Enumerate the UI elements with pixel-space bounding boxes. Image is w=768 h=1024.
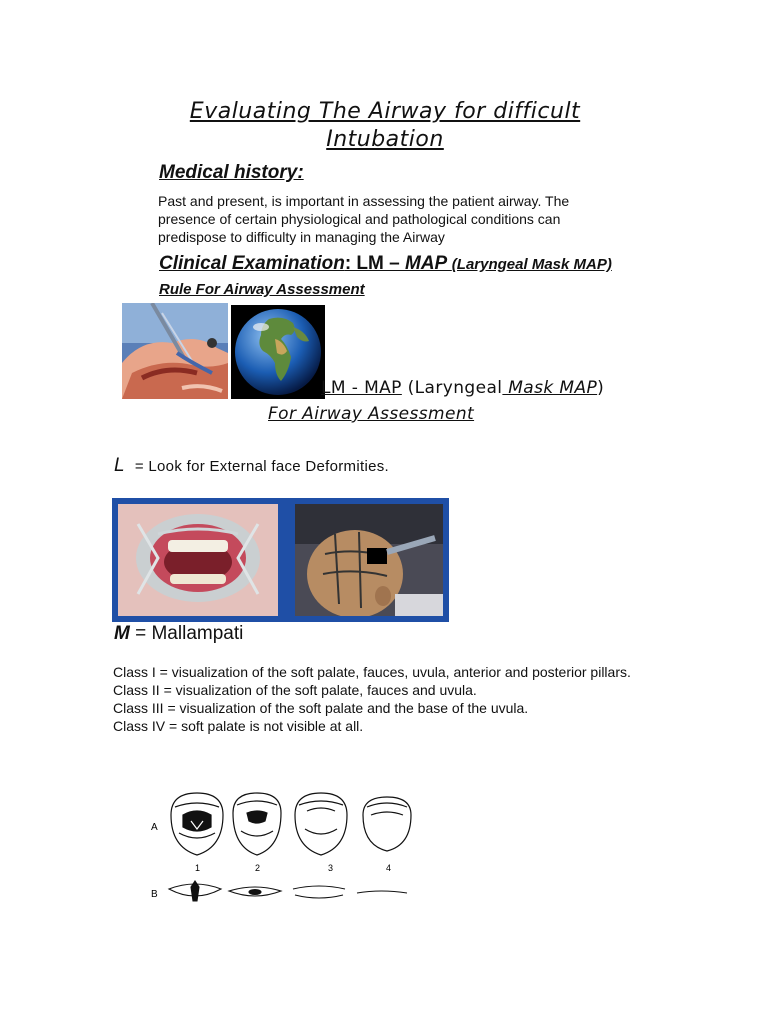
for-airway-assessment: For Airway Assessment bbox=[268, 404, 475, 424]
clinical-examination-heading bbox=[159, 252, 629, 302]
globe-image bbox=[231, 305, 325, 399]
mouth-class-4-icon bbox=[363, 797, 411, 851]
mouth-class-2-icon bbox=[233, 793, 281, 855]
number-2: 2 bbox=[255, 863, 261, 873]
number-1: 1 bbox=[195, 863, 201, 873]
lm-map-mask: Mask MAP bbox=[502, 378, 598, 398]
l-item bbox=[114, 455, 389, 477]
clinical-map: MAP bbox=[405, 253, 452, 274]
clinical-lm: : LM – bbox=[344, 253, 405, 274]
mouth-class-3-icon bbox=[295, 793, 347, 855]
row-a-label: A bbox=[151, 822, 158, 833]
class-3: Class III = visualization of the soft palate and the base of the uvula. bbox=[113, 700, 529, 716]
mallampati-diagram bbox=[145, 785, 425, 910]
m-text: = Mallampati bbox=[129, 623, 244, 644]
medical-history-paragraph: Past and present, is important in assessing the patient airway. The presence of certain physiological and pathological conditions can predispose to difficulty in managing the Airway bbox=[158, 193, 570, 245]
larynx-view-2-icon bbox=[229, 887, 281, 896]
intubation-illustration bbox=[122, 303, 228, 399]
mouth-photo bbox=[118, 504, 278, 616]
larynx-view-3-icon bbox=[293, 886, 345, 898]
lm-map-title bbox=[321, 378, 604, 398]
number-3: 3 bbox=[328, 863, 334, 873]
lm-map-close-paren: ) bbox=[597, 378, 605, 398]
larynx-view-1-icon bbox=[169, 881, 221, 901]
l-letter: L bbox=[114, 455, 125, 476]
class-1: Class I = visualization of the soft palate, fauces, uvula, anterior and posterior pillars. bbox=[113, 664, 631, 680]
row-b-label: B bbox=[151, 889, 158, 900]
mouth-class-1-icon bbox=[171, 793, 223, 855]
class-2: Class II = visualization of the soft palate, fauces and uvula. bbox=[113, 682, 477, 698]
medical-history-heading: Medical history: bbox=[159, 162, 304, 183]
m-item bbox=[114, 623, 243, 645]
clinical-label: Clinical Examination bbox=[159, 253, 345, 274]
l-text: = Look for External face Deformities. bbox=[134, 458, 389, 475]
face-photos-frame bbox=[112, 498, 449, 622]
class-4: Class IV = soft palate is not visible at all. bbox=[113, 718, 364, 734]
larynx-view-4-icon bbox=[357, 891, 407, 893]
number-4: 4 bbox=[386, 863, 392, 873]
m-letter: M bbox=[114, 623, 130, 644]
mallampati-classes bbox=[113, 663, 633, 735]
clinical-rule: (Laryngeal Mask MAP) Rule For Airway Assessment bbox=[159, 256, 612, 298]
lm-map-label: LM - MAP bbox=[321, 378, 402, 398]
lm-map-laryngeal: (Laryngeal bbox=[401, 378, 503, 398]
title-line-2: Intubation bbox=[326, 127, 444, 152]
title-line-1: Evaluating The Airway for difficult bbox=[189, 99, 581, 124]
page-title bbox=[150, 98, 620, 154]
head-profile-photo bbox=[295, 504, 443, 616]
